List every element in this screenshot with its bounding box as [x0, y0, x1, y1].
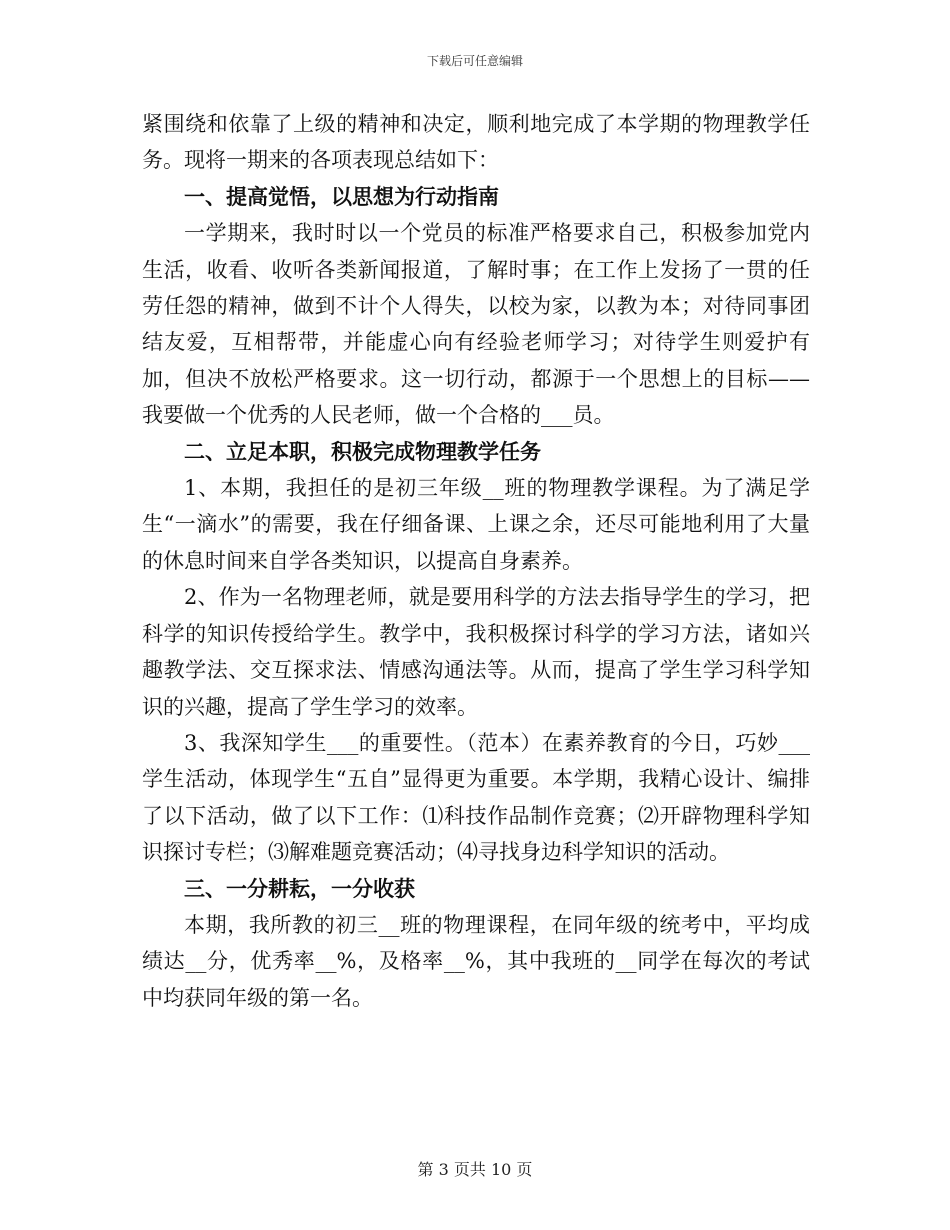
paragraph-3: 2、作为一名物理老师，就是要用科学的方法去指导学生的学习，把科学的知识传授给学生。教学中，我积极探讨科学的学习方法，诸如兴趣教学法、交互探求法、情感沟通法等。从而，提高了学生学习科学知识的兴趣，提高了学生学习的效率。 — [142, 585, 810, 719]
page-footer: 第 3 页共 10 页 — [417, 1160, 533, 1179]
section-heading-1: 一、提高觉悟，以思想为行动指南 — [184, 183, 499, 209]
section-heading-2: 二、立足本职，积极完成物理教学任务 — [184, 438, 541, 464]
section-heading-3: 三、一分耕耘，一分收获 — [184, 875, 415, 901]
page-header: 下载后可任意编辑 — [426, 54, 523, 68]
paragraph-1: 一学期来，我时时以一个党员的标准严格要求自己，积极参加党内生活，收看、收听各类新闻报道，了解时事；在工作上发扬了一贯的任劳任怨的精神，做到不计个人得失，以校为家，以教为本；对待同事团结友爱，互相帮带，并能虚心向有经验老师学习；对待学生则爱护有加，但决不放松严格要求。这一切行动，都源于一个思想上的目标——我要做一个优秀的人民老师，做一个合格的___员。 — [142, 221, 810, 428]
paragraph-4: 3、我深知学生___的重要性。（范本）在素养教育的今日，巧妙___学生活动，体现学生“五自”显得更为重要。本学期，我精心设计、编排了以下活动，做了以下工作：⑴科技作品制作竞赛；⑵开辟物理科学知识探讨专栏；⑶解难题竞赛活动；⑷寻找身边科学知识的活动。 — [142, 730, 810, 865]
intro-paragraph: 紧围绕和依靠了上级的精神和决定，顺利地完成了本学期的物理教学任务。现将一期来的各项表现总结如下： — [142, 112, 810, 173]
paragraph-2: 1、本期，我担任的是初三年级__班的物理教学课程。为了满足学生“一滴水”的需要，我在仔细备课、上课之余，还尽可能地利用了大量的休息时间来自学各类知识，以提高自身素养。 — [142, 476, 810, 573]
document-body — [142, 106, 810, 1016]
paragraph-5: 本期，我所教的初三__班的物理课程，在同年级的统考中，平均成绩达__分，优秀率__%，及格率__%，其中我班的__同学在每次的考试中均获同年级的第一名。 — [142, 912, 810, 1010]
